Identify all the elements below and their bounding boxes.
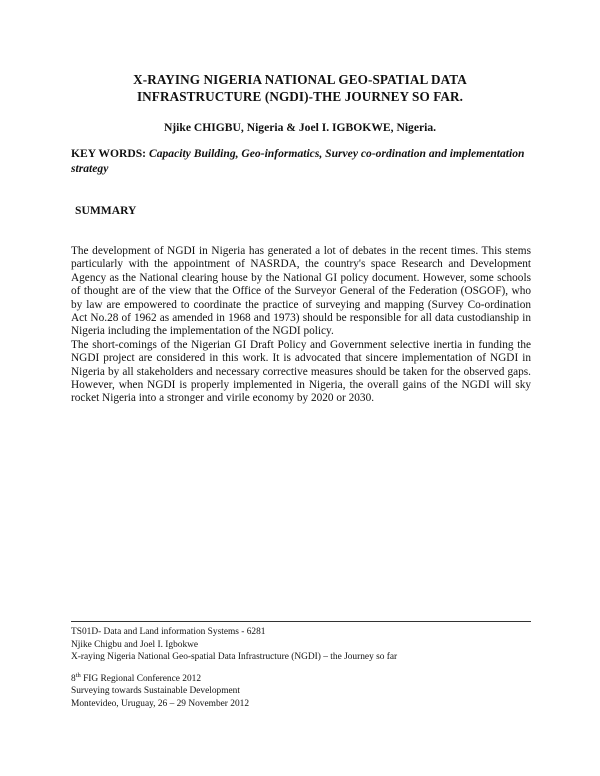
author-line: Njike CHIGBU, Nigeria & Joel I. IGBOKWE, Nigeria. [163,121,437,134]
footer-conference-name: FIG Regional Conference 2012 [80,673,202,684]
paper-title [60,71,540,105]
title-line-1: X-RAYING NIGERIA NATIONAL GEO-SPATIAL DATA [133,72,467,87]
footer-conference [71,673,531,686]
keywords-label: KEY WORDS: [71,147,147,160]
footer-authors: Njike Chigbu and Joel I. Igbokwe [71,639,199,650]
summary-paragraph-2: The short-comings of the Nigerian GI Draft Policy and Government selective inertia in funding the NGDI project are considered in this work. It is advocated that sincere implementation of NGDI in Nigeria by all stakeholders and necessary corrective measures should be taken for the observed gaps. However, when NGDI is properly implemented in Nigeria, the overall gains of the NGDI will sky rocket Nigeria into a stronger and virile economy by 2020 or 2030. [71,338,531,405]
footer-conference-number: 8 [71,673,76,684]
footer-conference-venue: Montevideo, Uruguay, 26 – 29 November 2012 [71,698,250,709]
summary-heading: SUMMARY [75,204,137,217]
footer-paper-title: X-raying Nigeria National Geo-spatial Data Infrastructure (NGDI) – the Journey so far [71,652,398,663]
footer-conference-ordinal: th [75,671,81,679]
footer-spacer [71,664,531,673]
summary-paragraph-1: The development of NGDI in Nigeria has generated a lot of debates in the recent times. This stems particularly with the appointment of NASRDA, the country's space Research and Development Agency as the National clearing house by the National GI policy document. However, some schools of thought are of the view that the Office of the Surveyor General of the Federation (OSGOF), who by law are empowered to coordinate the practice of surveying and mapping (Survey Co-ordination Act No.28 of 1962 as amended in 1968 and 1973) should be responsible for all data custodianship in Nigeria including the implementation of the NGDI policy. [71,245,531,338]
title-line-2: INFRASTRUCTURE (NGDI)-THE JOURNEY SO FAR. [136,89,464,104]
footer-conference-theme: Surveying towards Sustainable Development [71,686,240,697]
page-footer [71,621,531,711]
keywords [71,146,531,176]
footer-session: TS01D- Data and Land information Systems - 6281 [71,627,266,637]
summary-body [71,245,531,406]
keywords-text: Capacity Building, Geo-informatics, Survey co-ordination and implementation strategy [71,147,525,175]
